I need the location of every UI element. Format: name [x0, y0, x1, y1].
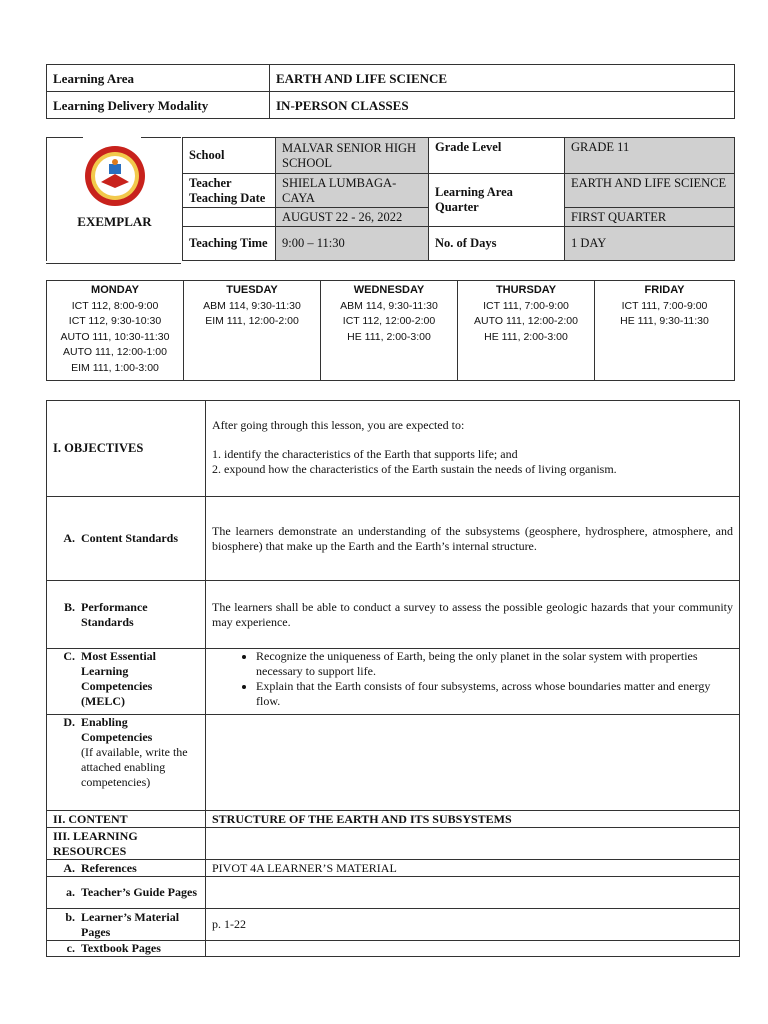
teacher-label-cell: [183, 174, 276, 208]
grade-value: GRADE 11: [565, 138, 735, 174]
teachers-guide-value: [206, 877, 740, 909]
schedule-day: [47, 281, 184, 381]
learners-material-label-cell: [47, 909, 206, 941]
school-label: School: [183, 138, 276, 174]
modality-value: IN-PERSON CLASSES: [270, 92, 735, 119]
header-table: [46, 64, 735, 119]
objectives-label: I. OBJECTIVES: [47, 401, 206, 497]
content-label: II. CONTENT: [47, 811, 206, 828]
quarter-label: Quarter: [435, 200, 479, 214]
schedule-table: [46, 280, 735, 381]
content-standards-label: Content Standards: [81, 531, 179, 545]
info-learning-area-value: EARTH AND LIFE SCIENCE: [565, 174, 735, 208]
melc-cell: [206, 649, 740, 715]
day-items: ICT 112, 8:00-9:00 ICT 112, 9:30-10:30 AUTO 111, 10:30-11:30 AUTO 111, 12:00-1:00 EIM 111, 1:00-3:00: [60, 299, 170, 374]
day-name: TUESDAY: [226, 284, 278, 296]
day-name: MONDAY: [91, 284, 139, 296]
time-label: Teaching Time: [183, 227, 276, 261]
modality-label: Learning Delivery Modality: [47, 92, 270, 119]
school-value: MALVAR SENIOR HIGH SCHOOL: [276, 138, 429, 174]
plan-table: [46, 400, 740, 957]
day-items: ABM 114, 9:30-11:30 ICT 112, 12:00-2:00 HE 111, 2:00-3:00: [340, 299, 438, 343]
days-value: 1 DAY: [565, 227, 735, 261]
days-label: No. of Days: [429, 227, 565, 261]
section-number: D.: [63, 715, 75, 729]
day-items: ICT 111, 7:00-9:00 HE 111, 9:30-11:30: [620, 299, 709, 327]
references-value: PIVOT 4A LEARNER’S MATERIAL: [206, 860, 740, 877]
performance-standards-label: Performance Standards: [81, 599, 148, 629]
references-label: References: [81, 860, 137, 875]
learning-area-label: Learning Area: [47, 65, 270, 92]
melc-label-cell: [47, 649, 206, 715]
day-name: WEDNESDAY: [353, 284, 425, 296]
enabling-label-cell: [47, 715, 206, 811]
melc-item: • Explain that the Earth consists of four subsystems, across whose boundaries matter and energy flow.: [256, 679, 733, 709]
objectives-intro: After going through this lesson, you are expected to:: [212, 418, 465, 432]
grade-label: Grade Level: [429, 138, 565, 174]
teacher-label: Teacher: [189, 176, 232, 190]
exemplar-label: EXEMPLAR: [77, 213, 152, 229]
content-standards-label-cell: [47, 497, 206, 581]
objective-1: 1. identify the characteristics of the Earth that supports life; and: [212, 447, 518, 461]
resources-label: III. LEARNING RESOURCES: [47, 828, 206, 860]
time-value: 9:00 – 11:30: [276, 227, 429, 261]
schedule-day: [184, 281, 321, 381]
teaching-date-value: AUGUST 22 - 26, 2022: [276, 208, 429, 227]
teaching-date-label: Teaching Date: [189, 191, 266, 205]
performance-standards-text: The learners shall be able to conduct a survey to assess the possible geologic hazards that your community may experience.: [206, 581, 740, 649]
learning-area-value: EARTH AND LIFE SCIENCE: [270, 65, 735, 92]
enabling-value: [206, 715, 740, 811]
section-number: C.: [63, 649, 75, 663]
objective-2: 2. expound how the characteristics of the Earth sustain the needs of living organism.: [212, 462, 617, 476]
learners-material-value: p. 1-22: [206, 909, 740, 941]
melc-label: Most Essential Learning Competencies (MELC): [81, 649, 156, 708]
melc-list: [212, 649, 733, 709]
school-seal-icon: [83, 144, 147, 208]
info-learning-area-label: Learning Area: [435, 185, 513, 199]
section-number: A.: [63, 531, 75, 545]
divider: [46, 263, 181, 264]
textbook-label-cell: [47, 941, 206, 957]
teacher-value: SHIELA LUMBAGA-CAYA: [276, 174, 429, 208]
learning-area-quarter-cell: [429, 174, 565, 227]
melc-item: • Recognize the uniqueness of Earth, being the only planet in the solar system with properties necessary to support life.: [256, 649, 733, 679]
day-items: ABM 114, 9:30-11:30 EIM 111, 12:00-2:00: [203, 299, 301, 327]
schedule-day: [321, 281, 458, 381]
enabling-note: (If available, write the attached enabling competencies): [81, 745, 188, 789]
section-number: A.: [63, 860, 75, 875]
section-number: b.: [65, 909, 75, 924]
schedule-day: [458, 281, 595, 381]
section-number: c.: [66, 941, 75, 955]
teachers-guide-label: Teacher’s Guide Pages: [81, 885, 197, 899]
day-name: THURSDAY: [495, 284, 557, 296]
content-value: STRUCTURE OF THE EARTH AND ITS SUBSYSTEMS: [206, 811, 740, 828]
info-table: [46, 137, 735, 261]
content-standards-text: The learners demonstrate an understanding of the subsystems (geosphere, hydrosphere, atmosphere, and biosphere) that make up the Earth and the Earth’s internal structure.: [206, 497, 740, 581]
teacher-label-spacer: [183, 208, 276, 227]
resources-value: [206, 828, 740, 860]
enabling-label: Enabling Competencies: [81, 715, 153, 744]
day-name: FRIDAY: [644, 284, 685, 296]
section-number: B.: [63, 599, 75, 614]
logo-cell: [47, 138, 183, 261]
textbook-label: Textbook Pages: [81, 941, 161, 955]
performance-standards-label-cell: [47, 581, 206, 649]
textbook-value: [206, 941, 740, 957]
teachers-guide-label-cell: [47, 877, 206, 909]
references-label-cell: [47, 860, 206, 877]
objectives-cell: [206, 401, 740, 497]
day-items: ICT 111, 7:00-9:00 AUTO 111, 12:00-2:00 HE 111, 2:00-3:00: [474, 299, 578, 343]
section-number: a.: [66, 885, 75, 899]
quarter-value: FIRST QUARTER: [565, 208, 735, 227]
learners-material-label: Learner’s Material Pages: [81, 909, 180, 939]
schedule-day: [595, 281, 735, 381]
